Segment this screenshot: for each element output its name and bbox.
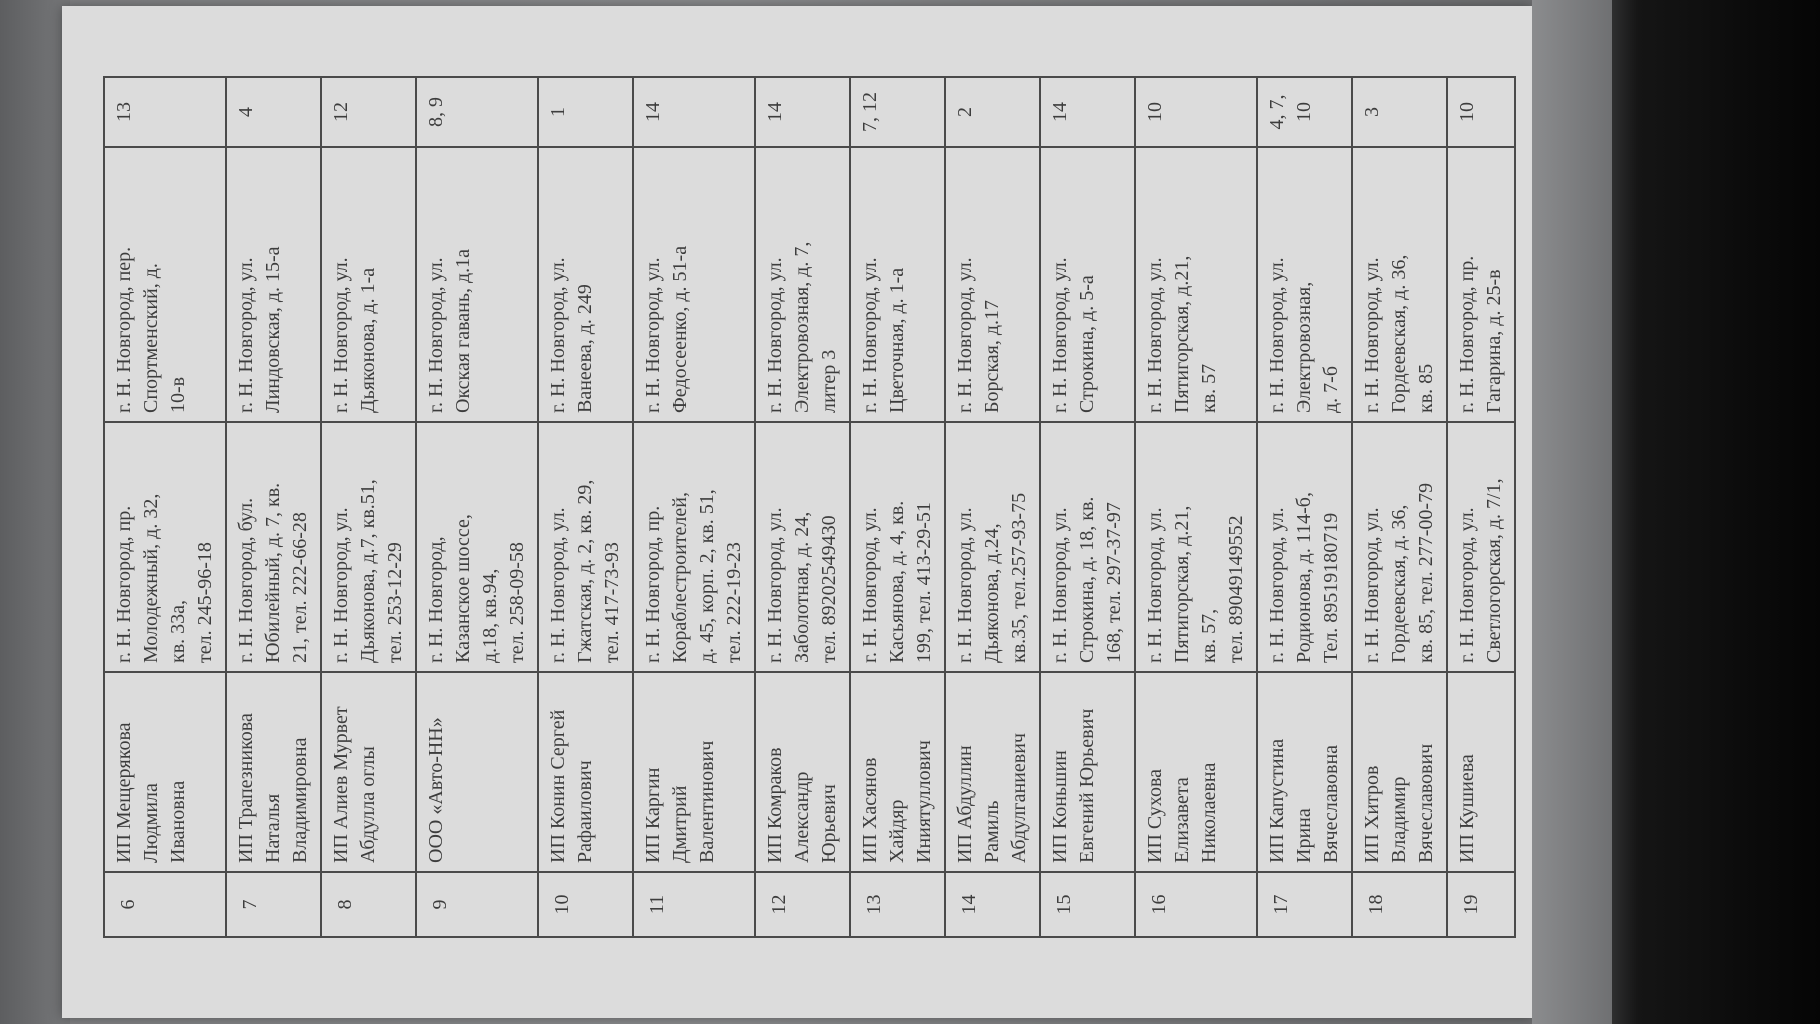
legal-address-cell: г. Н. Новгород, пр. Кораблестроителей, д. 45, корп. 2, кв. 51, тел. 222-19-23 <box>633 422 755 672</box>
row-number-cell: 6 <box>104 872 226 937</box>
table-row <box>321 77 416 937</box>
company-name-cell: ИП Алиев Мурвет Абдулла оглы <box>321 672 416 872</box>
row-number-cell: 15 <box>1040 872 1135 937</box>
table-row <box>1257 77 1352 937</box>
route-codes-cell: 4 <box>226 77 321 147</box>
company-name-cell: ИП Трапезникова Наталья Владимировна <box>226 672 321 872</box>
legal-address-cell: г. Н. Новгород, ул. Касьянова, д. 4, кв. 199, тел. 413-29-51 <box>850 422 945 672</box>
underlying-page-edge <box>1532 0 1612 1024</box>
route-codes-cell: 3 <box>1352 77 1447 147</box>
actual-address-cell: г. Н. Новгород, ул. Электровозная, д. 7, литер 3 <box>755 147 850 422</box>
actual-address-cell: г. Н. Новгород, ул. Строкина, д. 5-а <box>1040 147 1135 422</box>
actual-address-cell: г. Н. Новгород, ул. Борская, д.17 <box>945 147 1040 422</box>
table-row <box>850 77 945 937</box>
row-number-cell: 14 <box>945 872 1040 937</box>
legal-address-cell: г. Н. Новгород, пр. Молодежный, д. 32, кв. 33а, тел. 245-96-18 <box>104 422 226 672</box>
table-row <box>633 77 755 937</box>
row-number-cell: 17 <box>1257 872 1352 937</box>
table-row <box>1352 77 1447 937</box>
table-row <box>755 77 850 937</box>
legal-address-cell: г. Н. Новгород, ул. Пятигорская, д.21, кв. 57, тел. 89049149552 <box>1135 422 1257 672</box>
row-number-cell: 18 <box>1352 872 1447 937</box>
legal-address-cell: г. Н. Новгород, ул. Заболотная, д. 24, тел. 89202549430 <box>755 422 850 672</box>
row-number-cell: 12 <box>755 872 850 937</box>
route-codes-cell: 14 <box>633 77 755 147</box>
route-codes-cell: 10 <box>1135 77 1257 147</box>
table-row <box>416 77 538 937</box>
company-name-cell: ИП Мещерякова Людмила Ивановна <box>104 672 226 872</box>
table-row <box>226 77 321 937</box>
legal-address-cell: г. Н. Новгород, ул. Гордеевская, д. 36, кв. 85, тел. 277-00-79 <box>1352 422 1447 672</box>
row-number-cell: 10 <box>538 872 633 937</box>
legal-address-cell: г. Н. Новгород, ул. Родионова, д. 114-б, Тел. 89519180719 <box>1257 422 1352 672</box>
route-codes-cell: 8, 9 <box>416 77 538 147</box>
actual-address-cell: г. Н. Новгород, ул. Электровозная, д. 7-б <box>1257 147 1352 422</box>
legal-address-cell: г. Н. Новгород, ул. Строкина, д. 18, кв. 168, тел. 297-37-97 <box>1040 422 1135 672</box>
company-name-cell: ИП Кушиева <box>1447 672 1515 872</box>
actual-address-cell: г. Н. Новгород, ул. Цветочная, д. 1-а <box>850 147 945 422</box>
legal-address-cell: г. Н. Новгород, ул. Гжатская, д. 2, кв. 29, тел. 417-73-93 <box>538 422 633 672</box>
company-name-cell: ИП Капустина Ирина Вячеславовна <box>1257 672 1352 872</box>
route-codes-cell: 13 <box>104 77 226 147</box>
route-codes-cell: 12 <box>321 77 416 147</box>
table-body <box>104 77 1515 937</box>
table-row <box>945 77 1040 937</box>
company-name-cell: ИП Конин Сергей Рафаилович <box>538 672 633 872</box>
actual-address-cell: г. Н. Новгород, ул. Пятигорская, д.21, кв. 57 <box>1135 147 1257 422</box>
row-number-cell: 13 <box>850 872 945 937</box>
table-row <box>1040 77 1135 937</box>
legal-address-cell: г. Н. Новгород, ул. Дьяконова, д.24, кв.35, тел.257-93-75 <box>945 422 1040 672</box>
route-codes-cell: 1 <box>538 77 633 147</box>
table-row <box>1447 77 1515 937</box>
row-number-cell: 16 <box>1135 872 1257 937</box>
route-codes-cell: 4, 7, 10 <box>1257 77 1352 147</box>
actual-address-cell: г. Н. Новгород, пр. Гагарина, д. 25-в <box>1447 147 1515 422</box>
company-name-cell: ООО «Авто-НН» <box>416 672 538 872</box>
actual-address-cell: г. Н. Новгород, пер. Спортменский, д. 10-в <box>104 147 226 422</box>
table-row <box>1135 77 1257 937</box>
row-number-cell: 9 <box>416 872 538 937</box>
actual-address-cell: г. Н. Новгород, ул. Окская гавань, д.1а <box>416 147 538 422</box>
route-codes-cell: 10 <box>1447 77 1515 147</box>
company-name-cell: ИП Комраков Александр Юрьевич <box>755 672 850 872</box>
legal-address-cell: г. Н. Новгород, ул. Светлогорская, д. 7/1, <box>1447 422 1515 672</box>
legal-address-cell: г. Н. Новгород, Казанское шоссе, д.18, кв.94, тел. 258-09-58 <box>416 422 538 672</box>
row-number-cell: 8 <box>321 872 416 937</box>
actual-address-cell: г. Н. Новгород, ул. Дьяконова, д. 1-а <box>321 147 416 422</box>
row-number-cell: 19 <box>1447 872 1515 937</box>
actual-address-cell: г. Н. Новгород, ул. Гордеевская, д. 36, кв. 85 <box>1352 147 1447 422</box>
actual-address-cell: г. Н. Новгород, ул. Федосеенко, д. 51-а <box>633 147 755 422</box>
company-name-cell: ИП Хасянов Хайдяр Иниятуллович <box>850 672 945 872</box>
company-name-cell: ИП Абдуллин Рамиль Абдулганиевич <box>945 672 1040 872</box>
row-number-cell: 11 <box>633 872 755 937</box>
row-number-cell: 7 <box>226 872 321 937</box>
table-row <box>538 77 633 937</box>
route-codes-cell: 14 <box>755 77 850 147</box>
route-codes-cell: 2 <box>945 77 1040 147</box>
actual-address-cell: г. Н. Новгород, ул. Линдовская, д. 15-а <box>226 147 321 422</box>
legal-address-cell: г. Н. Новгород, ул. Дьяконова, д.7, кв.51, тел. 253-12-29 <box>321 422 416 672</box>
company-name-cell: ИП Коньшин Евгений Юрьевич <box>1040 672 1135 872</box>
company-name-cell: ИП Каргин Дмитрий Валентинович <box>633 672 755 872</box>
table-row <box>104 77 226 937</box>
route-codes-cell: 14 <box>1040 77 1135 147</box>
company-name-cell: ИП Сухова Елизавета Николаевна <box>1135 672 1257 872</box>
paper-back-edge <box>0 0 70 1024</box>
actual-address-cell: г. Н. Новгород, ул. Ванеева, д. 249 <box>538 147 633 422</box>
route-codes-cell: 7, 12 <box>850 77 945 147</box>
company-name-cell: ИП Хитров Владимир Вячеславович <box>1352 672 1447 872</box>
legal-address-cell: г. Н. Новгород, бул. Юбилейный, д. 7, кв. 21, тел. 222-66-28 <box>226 422 321 672</box>
contractors-table <box>103 76 1516 938</box>
